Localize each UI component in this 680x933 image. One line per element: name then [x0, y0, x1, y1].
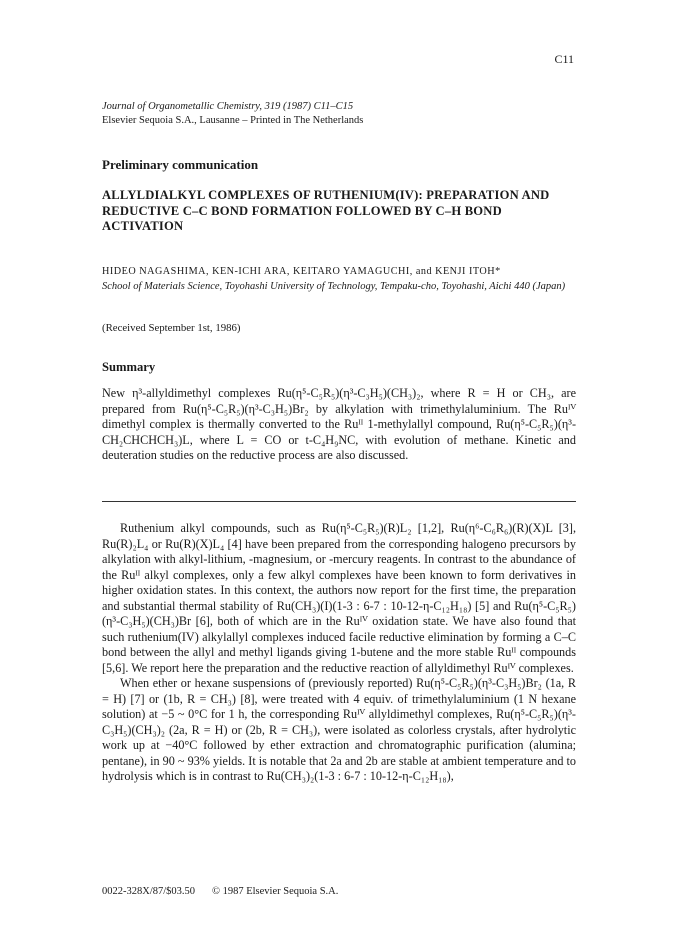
- journal-reference: Journal of Organometallic Chemistry, 319 (1987) C11–C15: [102, 101, 354, 112]
- journal-citation: [102, 100, 582, 128]
- footer-code: 0022-328X/87/$03.50: [102, 886, 196, 897]
- received-date: (Received September 1st, 1986): [102, 322, 241, 334]
- affiliation: School of Materials Science, Toyohashi University of Technology, Tempaku-cho, Toyohashi, Aichi 440 (Japan): [102, 281, 566, 292]
- body-text: [102, 521, 576, 785]
- author-list: HIDEO NAGASHIMA, KEN-ICHI ARA, KEITARO YAMAGUCHI, and KENJI ITOH*: [102, 266, 501, 277]
- body-paragraph-2: When ether or hexane suspensions of (previously reported) Ru(η⁵-C₅R₅)(η³-C₃H₅)Br₂ (1a, R = H) [7] or (1b, R = CH₃) [8], were treated with 4 equiv. of trimethylaluminium (1 N hexane solution) at −5 ~ 0°C for 1 h, the corresponding Ruᴵⱽ allyldimethyl complexes, Ru(η⁵-C₅R₅)(η³-C₃H₅)(CH₃)₂ (2a, R = H) or (2b, R = CH₃), were isolated as colorless crystals, after hydrolytic work up at −40°C followed by ether extraction and chromatographic purification (alumina; pentane), in 90 ~ 93% yields. It is notable that 2a and 2b are stable at ambient temperature and to hydrolysis which is in contrast to Ru(CH₃)₂(1-3 : 6-7 : 10-12-η-C₁₂H₁₈),: [102, 676, 576, 783]
- footer-copyright: © 1987 Elsevier Sequoia S.A.: [212, 886, 339, 897]
- section-divider: [102, 501, 576, 502]
- body-paragraph-1: Ruthenium alkyl compounds, such as Ru(η⁵-C₅R₅)(R)L₂ [1,2], Ru(η⁶-C₆R₆)(R)(X)L [3], Ru(R)₂L₄ or Ru(R)(X)L₄ [4] have been prepared from the corresponding halogeno precursors by alkylation with alkyl-lithium, -magnesium, or -mercury reagents. In contrast to the abundance of the Ruᴵᴵ alkyl complexes, only a few alkyl complexes have been known to form derivatives in higher oxidation states. In this context, the authors now report for the first time, the preparation and substantial thermal stability of Ru(CH₃)(I)(1-3 : 6-7 : 10-12-η-C₁₂H₁₈) [5] and Ru(η⁵-C₅R₅)(η³-C₃H₅)(CH₃)Br [6], both of which are in the Ruᴵⱽ oxidation state. We have also found that such ruthenium(IV) alkylallyl complexes induced facile reductive elimination by forming a C–C bond between the allyl and methyl ligands giving 1-butene and the more stable Ruᴵᴵ compounds [5,6]. We report here the preparation and the reductive reaction of allyldimethyl Ruᴵⱽ complexes.: [102, 521, 576, 675]
- section-label: Preliminary communication: [102, 157, 259, 172]
- summary-text: New η³-allyldimethyl complexes Ru(η⁵-C₅R₅)(η³-C₃H₅)(CH₃)₂, where R = H or CH₃, are prepared from Ru(η⁵-C₅R₅)(η³-C₃H₅)Br₂ by alkylation with trimethylaluminium. The Ruᴵⱽ dimethyl complex is thermally converted to the Ruᴵᴵ 1-methylallyl compound, Ru(η⁵-C₅R₅)(η³-CH₂CHCHCH₃)L, where L = CO or t-C₄H₉NC, with evolution of methane. Kinetic and deuteration studies on the reductive process are also discussed.: [102, 386, 576, 462]
- publisher-line: Elsevier Sequoia S.A., Lausanne – Printed in The Netherlands: [102, 115, 364, 126]
- page-number: C11: [554, 52, 574, 66]
- summary-heading: Summary: [102, 360, 156, 374]
- article-title: ALLYLDIALKYL COMPLEXES OF RUTHENIUM(IV): PREPARATION AND REDUCTIVE C–C BOND FORMATION FOLLOWED BY C–H BOND ACTIVATION: [102, 188, 550, 233]
